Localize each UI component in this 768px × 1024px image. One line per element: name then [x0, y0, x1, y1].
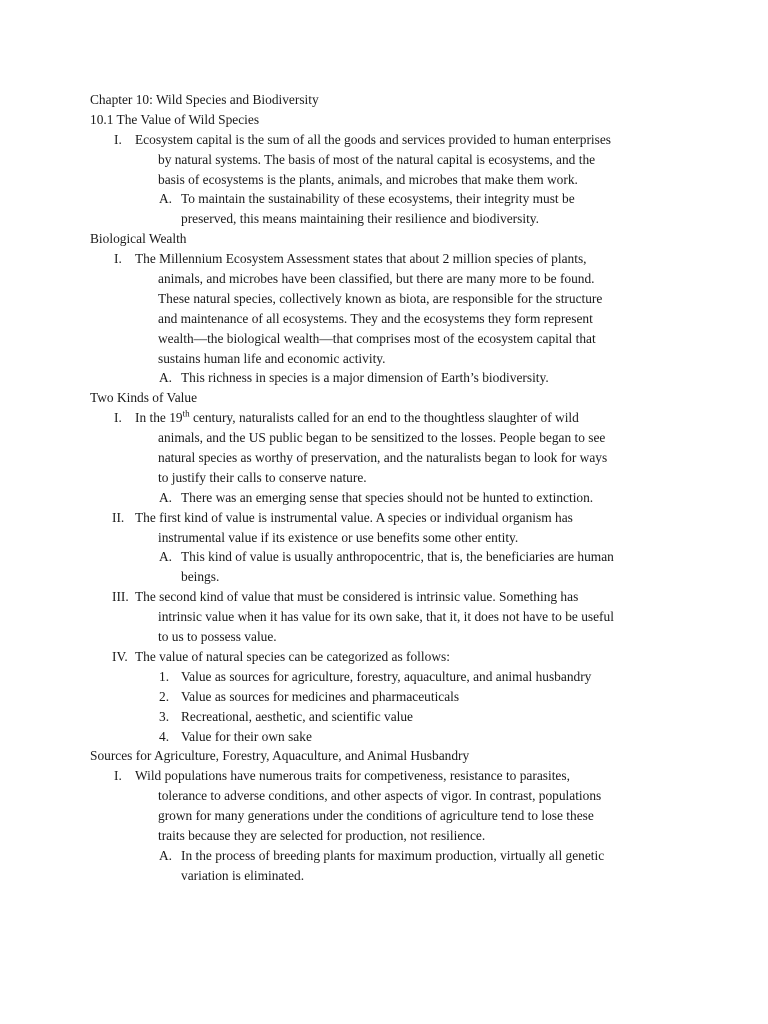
outline-text-continued: intrinsic value when it has value for its own sake, that it, it does not have to be useful	[158, 609, 614, 625]
outline-text-part: In the 19	[135, 410, 183, 426]
outline-text: This richness in species is a major dimension of Earth’s biodiversity.	[181, 370, 549, 386]
outline-text: To maintain the sustainability of these ecosystems, their integrity must be	[181, 191, 575, 207]
outline-item-iv	[90, 647, 690, 667]
outline-item-i	[90, 249, 690, 269]
outline-number: I.	[114, 131, 122, 147]
outline-subitem-a	[90, 547, 690, 567]
outline-text: In the process of breeding plants for maximum production, virtually all genetic	[181, 847, 605, 863]
outline-text-continued: by natural systems. The basis of most of the natural capital is ecosystems, and the	[158, 151, 596, 167]
chapter-title: Chapter 10: Wild Species and Biodiversity	[90, 92, 319, 107]
outline-subitem-a	[90, 189, 690, 209]
outline-item-i	[90, 408, 690, 428]
outline-text-continued: preserved, this means maintaining their resilience and biodiversity.	[181, 211, 539, 227]
outline-text-continued: grown for many generations under the conditions of agriculture tend to lose these	[158, 808, 594, 824]
outline-subitem-a	[90, 846, 690, 866]
outline-number: II.	[112, 509, 125, 525]
outline-number: A.	[159, 549, 173, 565]
outline-number: A.	[159, 370, 173, 386]
outline-text: This kind of value is usually anthropocentric, that is, the beneficiaries are human	[181, 549, 614, 565]
outline-subitem-a	[90, 488, 690, 508]
outline-number: I.	[114, 251, 122, 267]
outline-text: There was an emerging sense that species should not be hunted to extinction.	[181, 489, 594, 505]
numbered-list-item	[90, 667, 690, 687]
numbered-list-item	[90, 707, 690, 727]
list-text: Recreational, aesthetic, and scientific value	[181, 708, 413, 724]
section-heading: Biological Wealth	[90, 231, 187, 247]
outline-text-continued: sustains human life and economic activity.	[158, 350, 386, 366]
outline-text-continued: animals, and microbes have been classified, but there are many more to be found.	[158, 271, 595, 287]
outline-subitem-a	[90, 368, 690, 388]
outline-number: I.	[114, 768, 122, 784]
outline-text-continued: animals, and the US public began to be sensitized to the losses. People began to see	[158, 430, 606, 446]
outline-number: I.	[114, 410, 122, 426]
section-heading: Two Kinds of Value	[90, 390, 198, 406]
list-text: Value as sources for medicines and pharmaceuticals	[181, 688, 460, 704]
list-number: 2.	[159, 688, 170, 704]
outline-item-ii	[90, 508, 690, 528]
outline-text-continued: natural species as worthy of preservation, and the naturalists began to look for ways	[158, 450, 608, 466]
outline-item-i	[90, 130, 690, 150]
outline-text-continued: and maintenance of all ecosystems. They and the ecosystems they form represent	[158, 310, 593, 326]
outline-text-continued: variation is eliminated.	[181, 867, 305, 883]
outline-text: The first kind of value is instrumental value. A species or individual organism has	[135, 509, 573, 525]
outline-text	[135, 410, 579, 425]
list-text: Value as sources for agriculture, forestry, aquaculture, and animal husbandry	[181, 668, 592, 684]
outline-text: The second kind of value that must be considered is intrinsic value. Something has	[135, 589, 579, 605]
superscript: th	[182, 408, 190, 419]
outline-text: Ecosystem capital is the sum of all the goods and services provided to human enterprises	[135, 131, 611, 147]
section-heading: Sources for Agriculture, Forestry, Aquaculture, and Animal Husbandry	[90, 748, 470, 764]
outline-text: Wild populations have numerous traits for competiveness, resistance to parasites,	[135, 768, 570, 784]
outline-number: A.	[159, 191, 173, 207]
document-body	[90, 90, 690, 886]
list-number: 4.	[159, 728, 170, 744]
outline-text-continued: tolerance to adverse conditions, and other aspects of vigor. In contrast, populations	[158, 788, 602, 804]
outline-text: The value of natural species can be categorized as follows:	[135, 648, 450, 664]
outline-text-continued: instrumental value if its existence or use benefits some other entity.	[158, 529, 519, 545]
outline-text-part: century, naturalists called for an end to the thoughtless slaughter of wild	[189, 410, 579, 426]
outline-text-continued: These natural species, collectively known as biota, are responsible for the structure	[158, 290, 603, 306]
outline-item-i	[90, 766, 690, 786]
list-number: 1.	[159, 668, 170, 684]
outline-text-continued: to justify their calls to conserve nature.	[158, 469, 367, 485]
outline-text-continued: basis of ecosystems is the plants, animals, and microbes that make them work.	[158, 171, 578, 187]
outline-item-iii	[90, 587, 690, 607]
list-text: Value for their own sake	[181, 728, 312, 744]
outline-text-continued: traits because they are selected for production, not resilience.	[158, 827, 486, 843]
outline-text: The Millennium Ecosystem Assessment states that about 2 million species of plants,	[135, 251, 587, 267]
outline-text-continued: wealth—the biological wealth—that comprises most of the ecosystem capital that	[158, 330, 596, 346]
outline-number: IV.	[112, 648, 128, 664]
outline-text-continued: to us to possess value.	[158, 629, 277, 645]
outline-number: A.	[159, 847, 173, 863]
outline-number: III.	[112, 589, 129, 605]
outline-number: A.	[159, 489, 173, 505]
section-heading: 10.1 The Value of Wild Species	[90, 111, 260, 127]
numbered-list-item	[90, 687, 690, 707]
list-number: 3.	[159, 708, 170, 724]
outline-text-continued: beings.	[181, 569, 220, 585]
numbered-list-item	[90, 727, 690, 747]
